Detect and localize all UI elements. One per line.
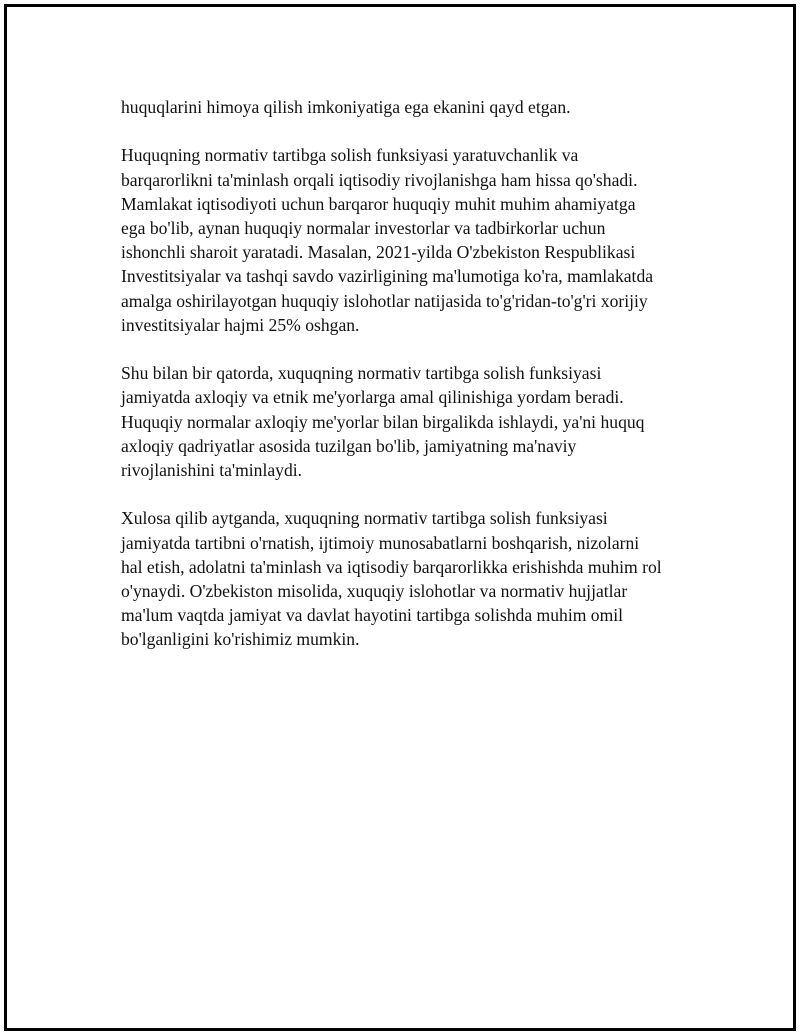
paragraph-4: Xulosa qilib aytganda, xuquqning normativ tartibga solish funksiyasi jamiyatda tartibni o'rnatish, ijtimoiy munosabatlarni boshqarish, nizolarni hal etish, adolatni ta'minlash va iqtisodiy barqarorlikka erishishda muhim rol o'ynaydi. O'zbekiston misolida, xuquqiy islohotlar va normativ hujjatlar ma'lum vaqtda jamiyat va davlat hayotini tartibga solishda muhim omil bo'lganligini ko'rishimiz mumkin. [121,508,662,650]
document-body [121,95,696,676]
page-border [4,4,796,1031]
paragraph-2: Huquqning normativ tartibga solish funksiyasi yaratuvchanlik va barqarorlikni ta'minlash orqali iqtisodiy rivojlanishga ham hissa qo'shadi. Mamlakat iqtisodiyoti uchun barqaror huquqiy muhit muhim ahamiyatga ega bo'lib, aynan huquqiy normalar investorlar va tadbirkorlar uchun ishonchli sharoit yaratadi. Masalan, 2021-yilda O'zbekiston Respublikasi Investitsiyalar va tashqi savdo vazirligining ma'lumotiga ko'ra, mamlakatda amalga oshirilayotgan huquqiy islohotlar natijasida to'g'ridan-to'g'ri xorijiy investitsiyalar hajmi 25% oshgan. [121,145,654,335]
paragraph-1: huquqlarini himoya qilish imkoniyatiga ega ekanini qayd etgan. [121,97,571,117]
paragraph-3: Shu bilan bir qatorda, xuquqning normativ tartibga solish funksiyasi jamiyatda axloqiy va etnik me'yorlarga amal qilinishiga yordam beradi. Huquqiy normalar axloqiy me'yorlar bilan birgalikda ishlaydi, ya'ni huquq axloqiy qadriyatlar asosida tuzilgan bo'lib, jamiyatning ma'naviy rivojlanishini ta'minlaydi. [121,363,645,481]
